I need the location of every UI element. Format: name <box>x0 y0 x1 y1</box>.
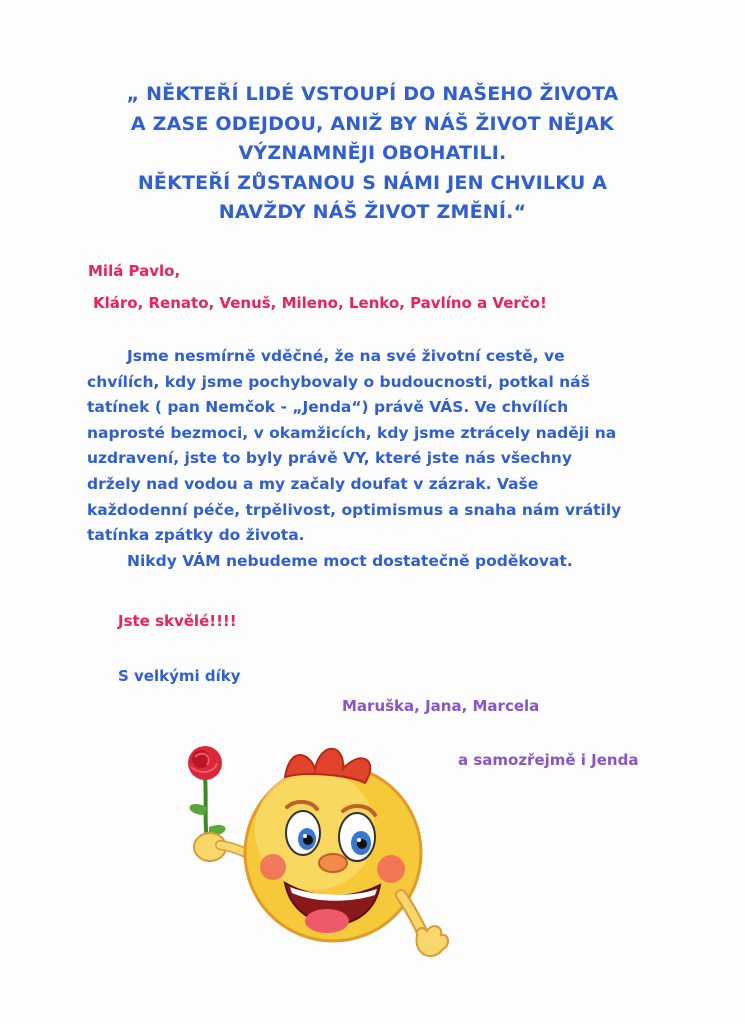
signature-names: Maruška, Jana, Marcela <box>342 697 540 715</box>
greeting-line-2: Kláro, Renato, Venuš, Mileno, Lenko, Pavlíno a Verčo! <box>93 294 547 312</box>
body-line: tatínka zpátky do života. <box>87 526 305 545</box>
signature-jenda: a samozřejmě i Jenda <box>458 751 639 769</box>
smiley-with-rose-icon <box>165 735 455 975</box>
quote-line: VÝZNAMNĚJI OBOHATILI. <box>238 142 507 164</box>
quote-block <box>40 80 705 228</box>
body-line: tatínek ( pan Nemčok - „Jenda“) právě VÁS. Ve chvílích <box>87 398 569 417</box>
body-line: chvílích, kdy jsme pochybovaly o budoucnosti, potkal náš <box>87 372 590 391</box>
body-line: uzdravení, jste to byly právě VY, které jste nás všechny <box>87 449 572 468</box>
body-line: Jsme nesmírně vděčné, že na své životní cestě, ve <box>127 347 565 365</box>
body-line: naprosté bezmoci, v okamžicích, kdy jsme ztrácely naději na <box>87 423 617 442</box>
body-line: Nikdy VÁM nebudeme moct dostatečně poděkovat. <box>127 551 573 570</box>
greeting-line-1: Milá Pavlo, <box>88 262 181 280</box>
quote-line: NAVŽDY NÁŠ ŽIVOT ZMĚNÍ.“ <box>218 201 527 223</box>
closing-exclaim: Jste skvělé!!!! <box>118 612 237 630</box>
quote-line: NĚKTEŘÍ ZŮSTANOU S NÁMI JEN CHVILKU A <box>137 171 608 194</box>
closing-thanks: S velkými díky <box>118 667 241 685</box>
body-line: držely nad vodou a my začaly doufat v zázrak. Vaše <box>87 474 539 493</box>
letter-body <box>87 344 687 574</box>
quote-line: A ZASE ODEJDOU, ANIŽ BY NÁŠ ŽIVOT NĚJAK <box>130 112 615 135</box>
body-line: každodenní péče, trpělivost, optimismus a snaha nám vrátily <box>87 500 622 519</box>
quote-line: „ NĚKTEŘÍ LIDÉ VSTOUPÍ DO NAŠEHO ŽIVOTA <box>126 83 619 105</box>
